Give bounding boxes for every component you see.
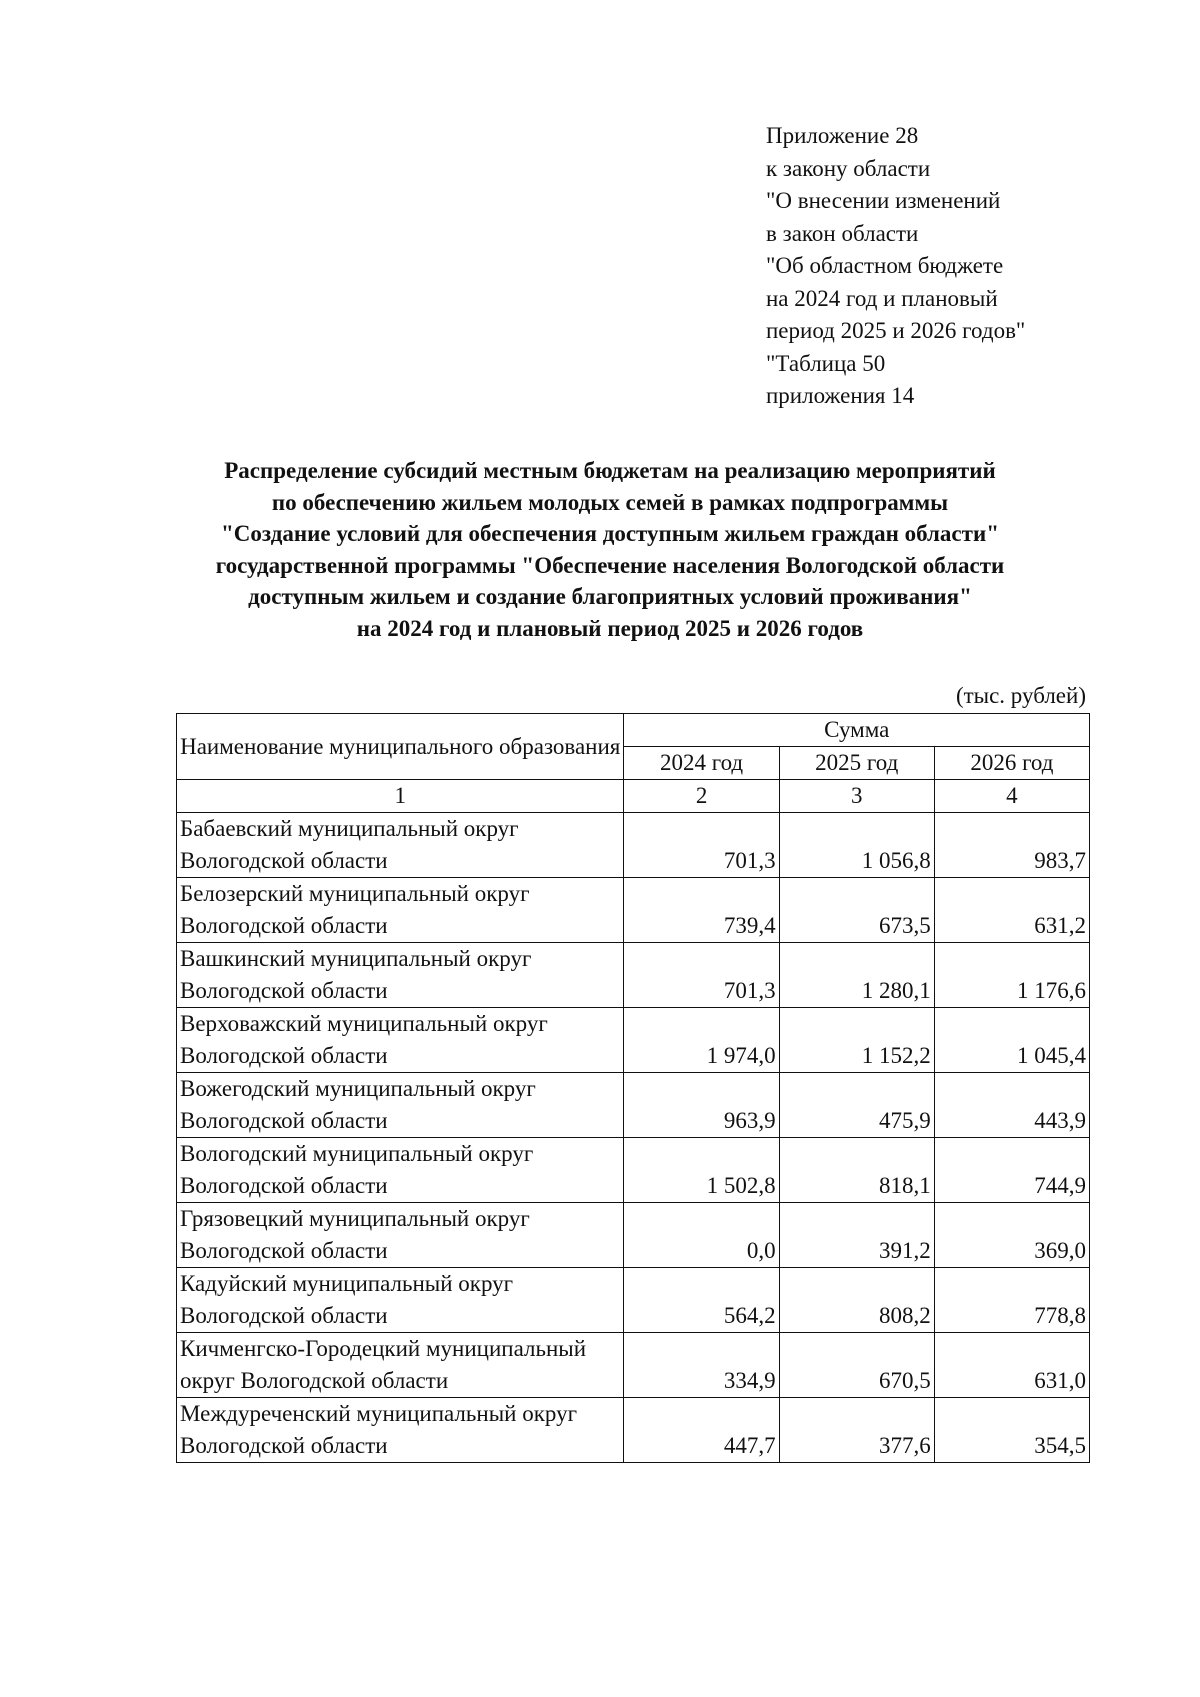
amount-2026: 1 176,6	[934, 943, 1089, 1008]
table-row	[177, 1008, 1090, 1073]
municipality-name: Вологодский муниципальный округ Вологодской области	[177, 1138, 624, 1203]
appendix-header	[766, 120, 1025, 413]
municipality-name: Кичменгско-Городецкий муниципальный округ Вологодской области	[177, 1333, 624, 1398]
header-line: "Таблица 50	[766, 350, 886, 376]
amount-2025: 475,9	[779, 1073, 934, 1138]
header-line: к закону области	[766, 155, 931, 181]
column-header-2026: 2026 год	[934, 747, 1089, 780]
municipality-name: Вашкинский муниципальный округ Вологодской области	[177, 943, 624, 1008]
column-number: 2	[624, 780, 779, 813]
table-row	[177, 1268, 1090, 1333]
header-line: в закон области	[766, 220, 919, 246]
amount-2026: 631,2	[934, 878, 1089, 943]
amount-2025: 670,5	[779, 1333, 934, 1398]
header-line: период 2025 и 2026 годов"	[766, 318, 1026, 343]
amount-2024: 1 502,8	[624, 1138, 779, 1203]
header-line: Приложение 28	[766, 123, 919, 148]
column-header-2024: 2024 год	[624, 747, 779, 780]
header-line: на 2024 год и плановый	[766, 285, 998, 311]
amount-2024: 1 974,0	[624, 1008, 779, 1073]
header-line: приложения 14	[766, 383, 915, 408]
amount-2025: 818,1	[779, 1138, 934, 1203]
table-row	[177, 1138, 1090, 1203]
table-row	[177, 1203, 1090, 1268]
title-line: доступным жильем и создание благоприятных условий проживания"	[248, 584, 972, 609]
title-line: по обеспечению жильем молодых семей в рамках подпрограммы	[271, 489, 949, 515]
table-row	[177, 1073, 1090, 1138]
municipality-name: Бабаевский муниципальный округ Вологодской области	[177, 813, 624, 878]
units-label: (тыс. рублей)	[955, 683, 1086, 708]
amount-2025: 1 280,1	[779, 943, 934, 1008]
amount-2024: 334,9	[624, 1333, 779, 1398]
amount-2026: 983,7	[934, 813, 1089, 878]
amount-2025: 808,2	[779, 1268, 934, 1333]
column-header-name: Наименование муниципального образования	[177, 714, 624, 780]
header-line: "О внесении изменений	[766, 188, 1001, 213]
table-row	[177, 813, 1090, 878]
amount-2025: 1 056,8	[779, 813, 934, 878]
amount-2026: 778,8	[934, 1268, 1089, 1333]
amount-2026: 354,5	[934, 1398, 1089, 1463]
subsidy-table	[176, 713, 1090, 1463]
amount-2024: 739,4	[624, 878, 779, 943]
amount-2024: 447,7	[624, 1398, 779, 1463]
municipality-name: Грязовецкий муниципальный округ Вологодской области	[177, 1203, 624, 1268]
table-row	[177, 1398, 1090, 1463]
municipality-name: Верховажский муниципальный округ Вологодской области	[177, 1008, 624, 1073]
amount-2025: 377,6	[779, 1398, 934, 1463]
title-line: "Создание условий для обеспечения доступным жильем граждан области"	[221, 521, 999, 546]
column-number: 1	[177, 780, 624, 813]
amount-2026: 443,9	[934, 1073, 1089, 1138]
amount-2026: 369,0	[934, 1203, 1089, 1268]
amount-2024: 0,0	[624, 1203, 779, 1268]
document-title	[120, 455, 1100, 644]
amount-2025: 391,2	[779, 1203, 934, 1268]
title-line: на 2024 год и плановый период 2025 и 2026 годов	[356, 615, 864, 641]
municipality-name: Вожегодский муниципальный округ Вологодской области	[177, 1073, 624, 1138]
column-number: 4	[934, 780, 1089, 813]
amount-2026: 1 045,4	[934, 1008, 1089, 1073]
table-row	[177, 943, 1090, 1008]
municipality-name: Белозерский муниципальный округ Вологодской области	[177, 878, 624, 943]
amount-2026: 631,0	[934, 1333, 1089, 1398]
column-header-sum: Сумма	[624, 714, 1090, 747]
column-number: 3	[779, 780, 934, 813]
amount-2024: 701,3	[624, 943, 779, 1008]
amount-2026: 744,9	[934, 1138, 1089, 1203]
title-line: Распределение субсидий местным бюджетам на реализацию мероприятий	[224, 458, 996, 483]
amount-2024: 564,2	[624, 1268, 779, 1333]
column-header-2025: 2025 год	[779, 747, 934, 780]
header-line: "Об областном бюджете	[766, 253, 1004, 278]
amount-2025: 1 152,2	[779, 1008, 934, 1073]
amount-2025: 673,5	[779, 878, 934, 943]
municipality-name: Междуреченский муниципальный округ Вологодской области	[177, 1398, 624, 1463]
municipality-name: Кадуйский муниципальный округ Вологодской области	[177, 1268, 624, 1333]
table-row	[177, 1333, 1090, 1398]
amount-2024: 701,3	[624, 813, 779, 878]
title-line: государственной программы "Обеспечение населения Вологодской области	[215, 552, 1005, 578]
amount-2024: 963,9	[624, 1073, 779, 1138]
table-row	[177, 878, 1090, 943]
